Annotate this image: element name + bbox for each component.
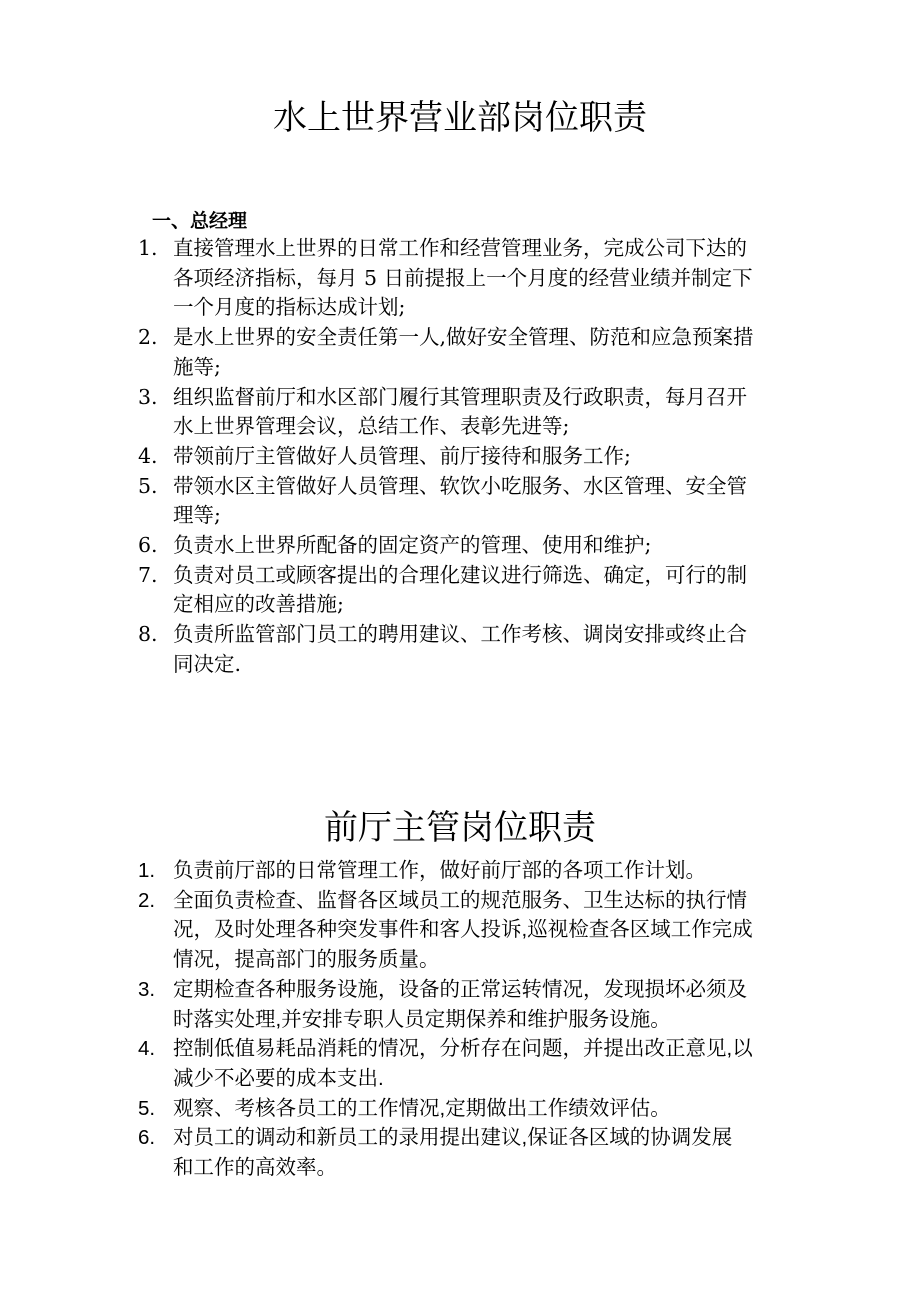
- list-item-text-line: 是水上世界的安全责任第一人,做好安全管理、防范和应急预案措: [173, 325, 754, 350]
- list-item-text-line: 时落实处理,并安排专职人员定期保养和维护服务设施。: [173, 1007, 671, 1031]
- list-item-text-line: 负责对员工或顾客提出的合理化建议进行筛选、确定，可行的制: [173, 562, 747, 587]
- list-item-text-line: 理等;: [173, 503, 221, 528]
- list-item-number: 8.: [138, 622, 158, 647]
- list-item: [138, 472, 798, 531]
- list-item-text-line: 和工作的高效率。: [173, 1156, 337, 1180]
- list-item-number: 5.: [138, 473, 158, 498]
- list-item: [138, 1034, 798, 1093]
- list-item-text-line: 负责水上世界所配备的固定资产的管理、使用和维护;: [173, 533, 652, 558]
- list-item: [138, 234, 798, 323]
- list-item-text-line: 带领水区主管做好人员管理、软饮小吃服务、水区管理、安全管: [173, 473, 747, 498]
- document-title: 水上世界营业部岗位职责: [273, 98, 647, 138]
- front-desk-duties-list: [138, 856, 798, 1183]
- list-item: [138, 856, 798, 886]
- list-item-number: 4.: [138, 443, 158, 468]
- list-item-text-line: 组织监督前厅和水区部门履行其管理职责及行政职责，每月召开: [173, 384, 747, 409]
- list-item: [138, 620, 798, 679]
- list-item-text-line: 定相应的改善措施;: [173, 592, 344, 617]
- list-item-number: 3.: [138, 384, 158, 409]
- list-item-number: 1.: [138, 859, 156, 882]
- list-item-text-line: 减少不必要的成本支出.: [173, 1066, 384, 1090]
- list-item-text-line: 水上世界管理会议，总结工作、表彰先进等;: [173, 414, 570, 439]
- list-item: [138, 1094, 798, 1124]
- list-item-text-line: 全面负责检查、监督各区域员工的规范服务、卫生达标的执行情: [173, 888, 747, 912]
- list-item-text-line: 直接管理水上世界的日常工作和经营管理业务，完成公司下达的: [173, 236, 747, 260]
- list-item-number: 4.: [138, 1037, 156, 1061]
- list-item-number: 2.: [138, 325, 158, 350]
- list-item-text-line: 施等;: [173, 354, 221, 379]
- section-title-front-desk-supervisor: 前厅主管岗位职责: [324, 808, 596, 848]
- general-manager-duties-list: [138, 234, 798, 680]
- list-item-number: 3.: [138, 977, 156, 1001]
- list-item: [138, 323, 798, 382]
- list-item-number: 2.: [138, 888, 156, 912]
- list-item-number: 6.: [138, 1126, 156, 1150]
- section-heading-general-manager: 一、总经理: [152, 210, 248, 232]
- list-item: [138, 531, 798, 561]
- list-item: [138, 442, 798, 472]
- list-item-number: 7.: [138, 562, 158, 587]
- list-item-text-line: 负责所监管部门员工的聘用建议、工作考核、调岗安排或终止合: [173, 622, 747, 647]
- list-item-number: 5.: [138, 1096, 156, 1120]
- list-item-text-line: 观察、考核各员工的工作情况,定期做出工作绩效评估。: [173, 1096, 671, 1120]
- list-item-text-line: 各项经济指标，每月 5 日前提报上一个月度的经营业绩并制定下: [173, 265, 753, 290]
- list-item-text-line: 带领前厅主管做好人员管理、前厅接待和服务工作;: [173, 443, 631, 468]
- list-item-text-line: 定期检查各种服务设施，设备的正常运转情况，发现损坏必须及: [173, 977, 747, 1001]
- list-item-number: 1.: [138, 236, 158, 260]
- list-item: [138, 561, 798, 620]
- list-item-number: 6.: [138, 533, 158, 558]
- list-item-text-line: 负责前厅部的日常管理工作，做好前厅部的各项工作计划。: [173, 859, 706, 882]
- list-item: [138, 886, 798, 975]
- list-item-text-line: 一个月度的指标达成计划;: [173, 295, 406, 320]
- list-item: [138, 1123, 798, 1182]
- list-item-text-line: 对员工的调动和新员工的录用提出建议,保证各区域的协调发展: [173, 1126, 733, 1150]
- list-item: [138, 383, 798, 442]
- list-item-text-line: 控制低值易耗品消耗的情况，分析存在问题，并提出改正意见,以: [173, 1037, 753, 1061]
- list-item: [138, 975, 798, 1034]
- list-item-text-line: 情况，提高部门的服务质量。: [173, 948, 440, 972]
- list-item-text-line: 况，及时处理各种突发事件和客人投诉,巡视检查各区域工作完成: [173, 918, 753, 942]
- list-item-text-line: 同决定.: [173, 651, 242, 676]
